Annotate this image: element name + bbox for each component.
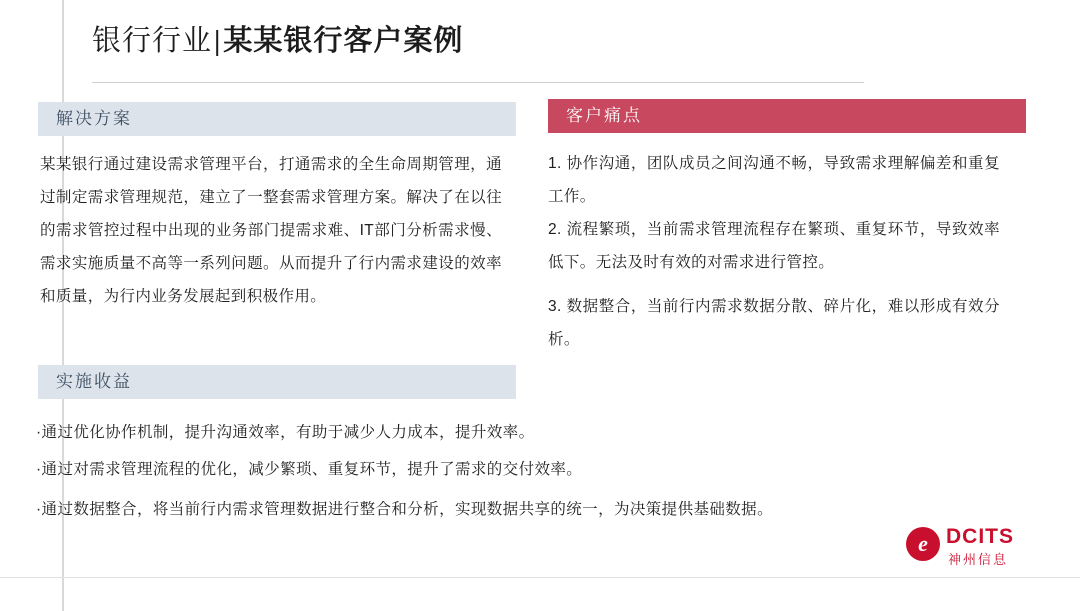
company-logo bbox=[906, 525, 1056, 567]
logo-name-en: DCITS bbox=[946, 525, 1014, 548]
logo-name-cn: 神州信息 bbox=[948, 552, 1009, 567]
page-title-separator: | bbox=[214, 25, 222, 57]
title-underline bbox=[92, 82, 864, 83]
logo-mark-icon: e bbox=[906, 527, 940, 561]
pain-point-item: 3. 数据整合，当前行内需求数据分散、碎片化，难以形成有效分析。 bbox=[548, 298, 1000, 348]
benefit-item: ·通过数据整合，将当前行内需求管理数据进行整合和分析，实现数据共享的统一，为决策提供基础数据。 bbox=[36, 501, 773, 518]
bottom-divider bbox=[0, 577, 1080, 578]
pain-point-item: 1. 协作沟通，团队成员之间沟通不畅，导致需求理解偏差和重复工作。 bbox=[548, 155, 1000, 205]
benefit-item: ·通过对需求管理流程的优化，减少繁琐、重复环节，提升了需求的交付效率。 bbox=[36, 461, 583, 478]
pain-point-item: 2. 流程繁琐，当前需求管理流程存在繁琐、重复环节，导致效率低下。无法及时有效的对需求进行管控。 bbox=[548, 221, 1000, 271]
page-title-main: 银行行业 bbox=[92, 25, 213, 57]
section-header-solution: 解决方案 bbox=[38, 102, 516, 136]
solution-body-text: 某某银行通过建设需求管理平台，打通需求的全生命周期管理，通过制定需求管理规范，建立了一整套需求管理方案。解决了在以往的需求管控过程中出现的业务部门提需求难、IT部门分析需求慢、需求实施质量不高等一系列问题。从而提升了行内需求建设的效率和质量，为行内业务发展起到积极作用。 bbox=[40, 156, 502, 305]
benefit-item: ·通过优化协作机制，提升沟通效率，有助于减少人力成本，提升效率。 bbox=[36, 424, 535, 441]
page-title bbox=[92, 18, 463, 59]
section-header-pain-points: 客户痛点 bbox=[548, 99, 1026, 133]
page-title-sub: 某某银行客户案例 bbox=[223, 25, 464, 57]
section-header-benefits: 实施收益 bbox=[38, 365, 516, 399]
